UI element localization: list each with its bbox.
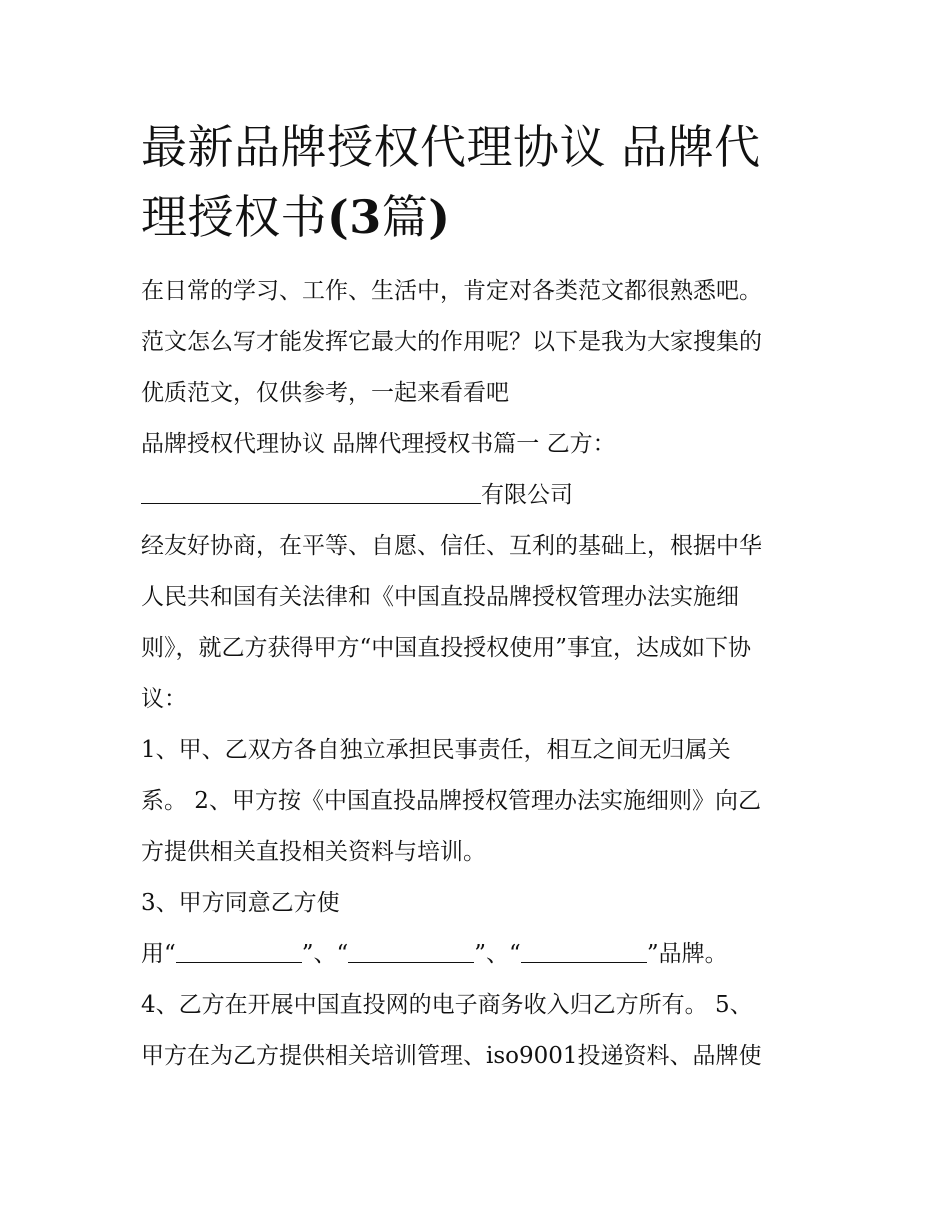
clause-4-5 [141, 980, 821, 1082]
title-line-2-bold: (3 [327, 190, 382, 244]
clause-3 [141, 878, 821, 980]
clause-1-2 [141, 725, 821, 878]
document-body [141, 112, 821, 1082]
clause-line: 甲方在为乙方提供相关培训管理、iso9001投递资料、品牌使 [141, 1043, 762, 1069]
title-line-2-end: ) [428, 190, 451, 244]
clause-line: 方提供相关直投相关资料与培训。 [141, 839, 486, 865]
agreement-line: 经友好协商，在平等、自愿、信任、互利的基础上，根据中华 [141, 533, 762, 559]
company-suffix: 有限公司 [481, 482, 573, 508]
intro-paragraph [141, 266, 821, 419]
intro-line: 在日常的学习、工作、生活中，肯定对各类范文都很熟悉吧。 [141, 278, 762, 304]
clause-3-prefix: 用“ [141, 941, 176, 967]
clause-3-end: ”品牌。 [646, 941, 728, 967]
agreement-line: 议： [141, 686, 187, 712]
brand-blank-1 [176, 936, 302, 963]
intro-line: 优质范文，仅供参考，一起来看看吧 [141, 380, 509, 406]
clause-line: 1、甲、乙双方各自独立承担民事责任，相互之间无归属关 [141, 737, 731, 763]
document-title [141, 112, 821, 252]
clause-3-separator: ”、“ [301, 941, 349, 967]
company-line [141, 470, 821, 521]
clause-line: 4、乙方在开展中国直投网的电子商务收入归乙方所有。 5、 [141, 992, 753, 1018]
section-heading-text: 品牌授权代理协议 品牌代理授权书篇一 乙方： [141, 431, 616, 457]
company-name-blank [141, 477, 481, 504]
section-heading [141, 419, 821, 470]
intro-line: 范文怎么写才能发挥它最大的作用呢？以下是我为大家搜集的 [141, 329, 762, 355]
title-line-2-mid: 篇 [381, 190, 429, 244]
clause-3-separator: ”、“ [474, 941, 521, 967]
title-line-2-prefix: 理授权书 [141, 190, 327, 244]
clause-3-line-1: 3、甲方同意乙方使 [141, 890, 340, 916]
agreement-paragraph [141, 521, 821, 725]
brand-blank-3 [521, 936, 647, 963]
agreement-line: 人民共和国有关法律和《中国直投品牌授权管理办法实施细 [141, 584, 739, 610]
agreement-line: 则》，就乙方获得甲方“中国直投授权使用”事宜，达成如下协 [141, 635, 752, 661]
title-line-1: 最新品牌授权代理协议 品牌代 [141, 120, 761, 174]
brand-blank-2 [348, 936, 474, 963]
clause-line: 系。 2、甲方按《中国直投品牌授权管理办法实施细则》向乙 [141, 788, 761, 814]
